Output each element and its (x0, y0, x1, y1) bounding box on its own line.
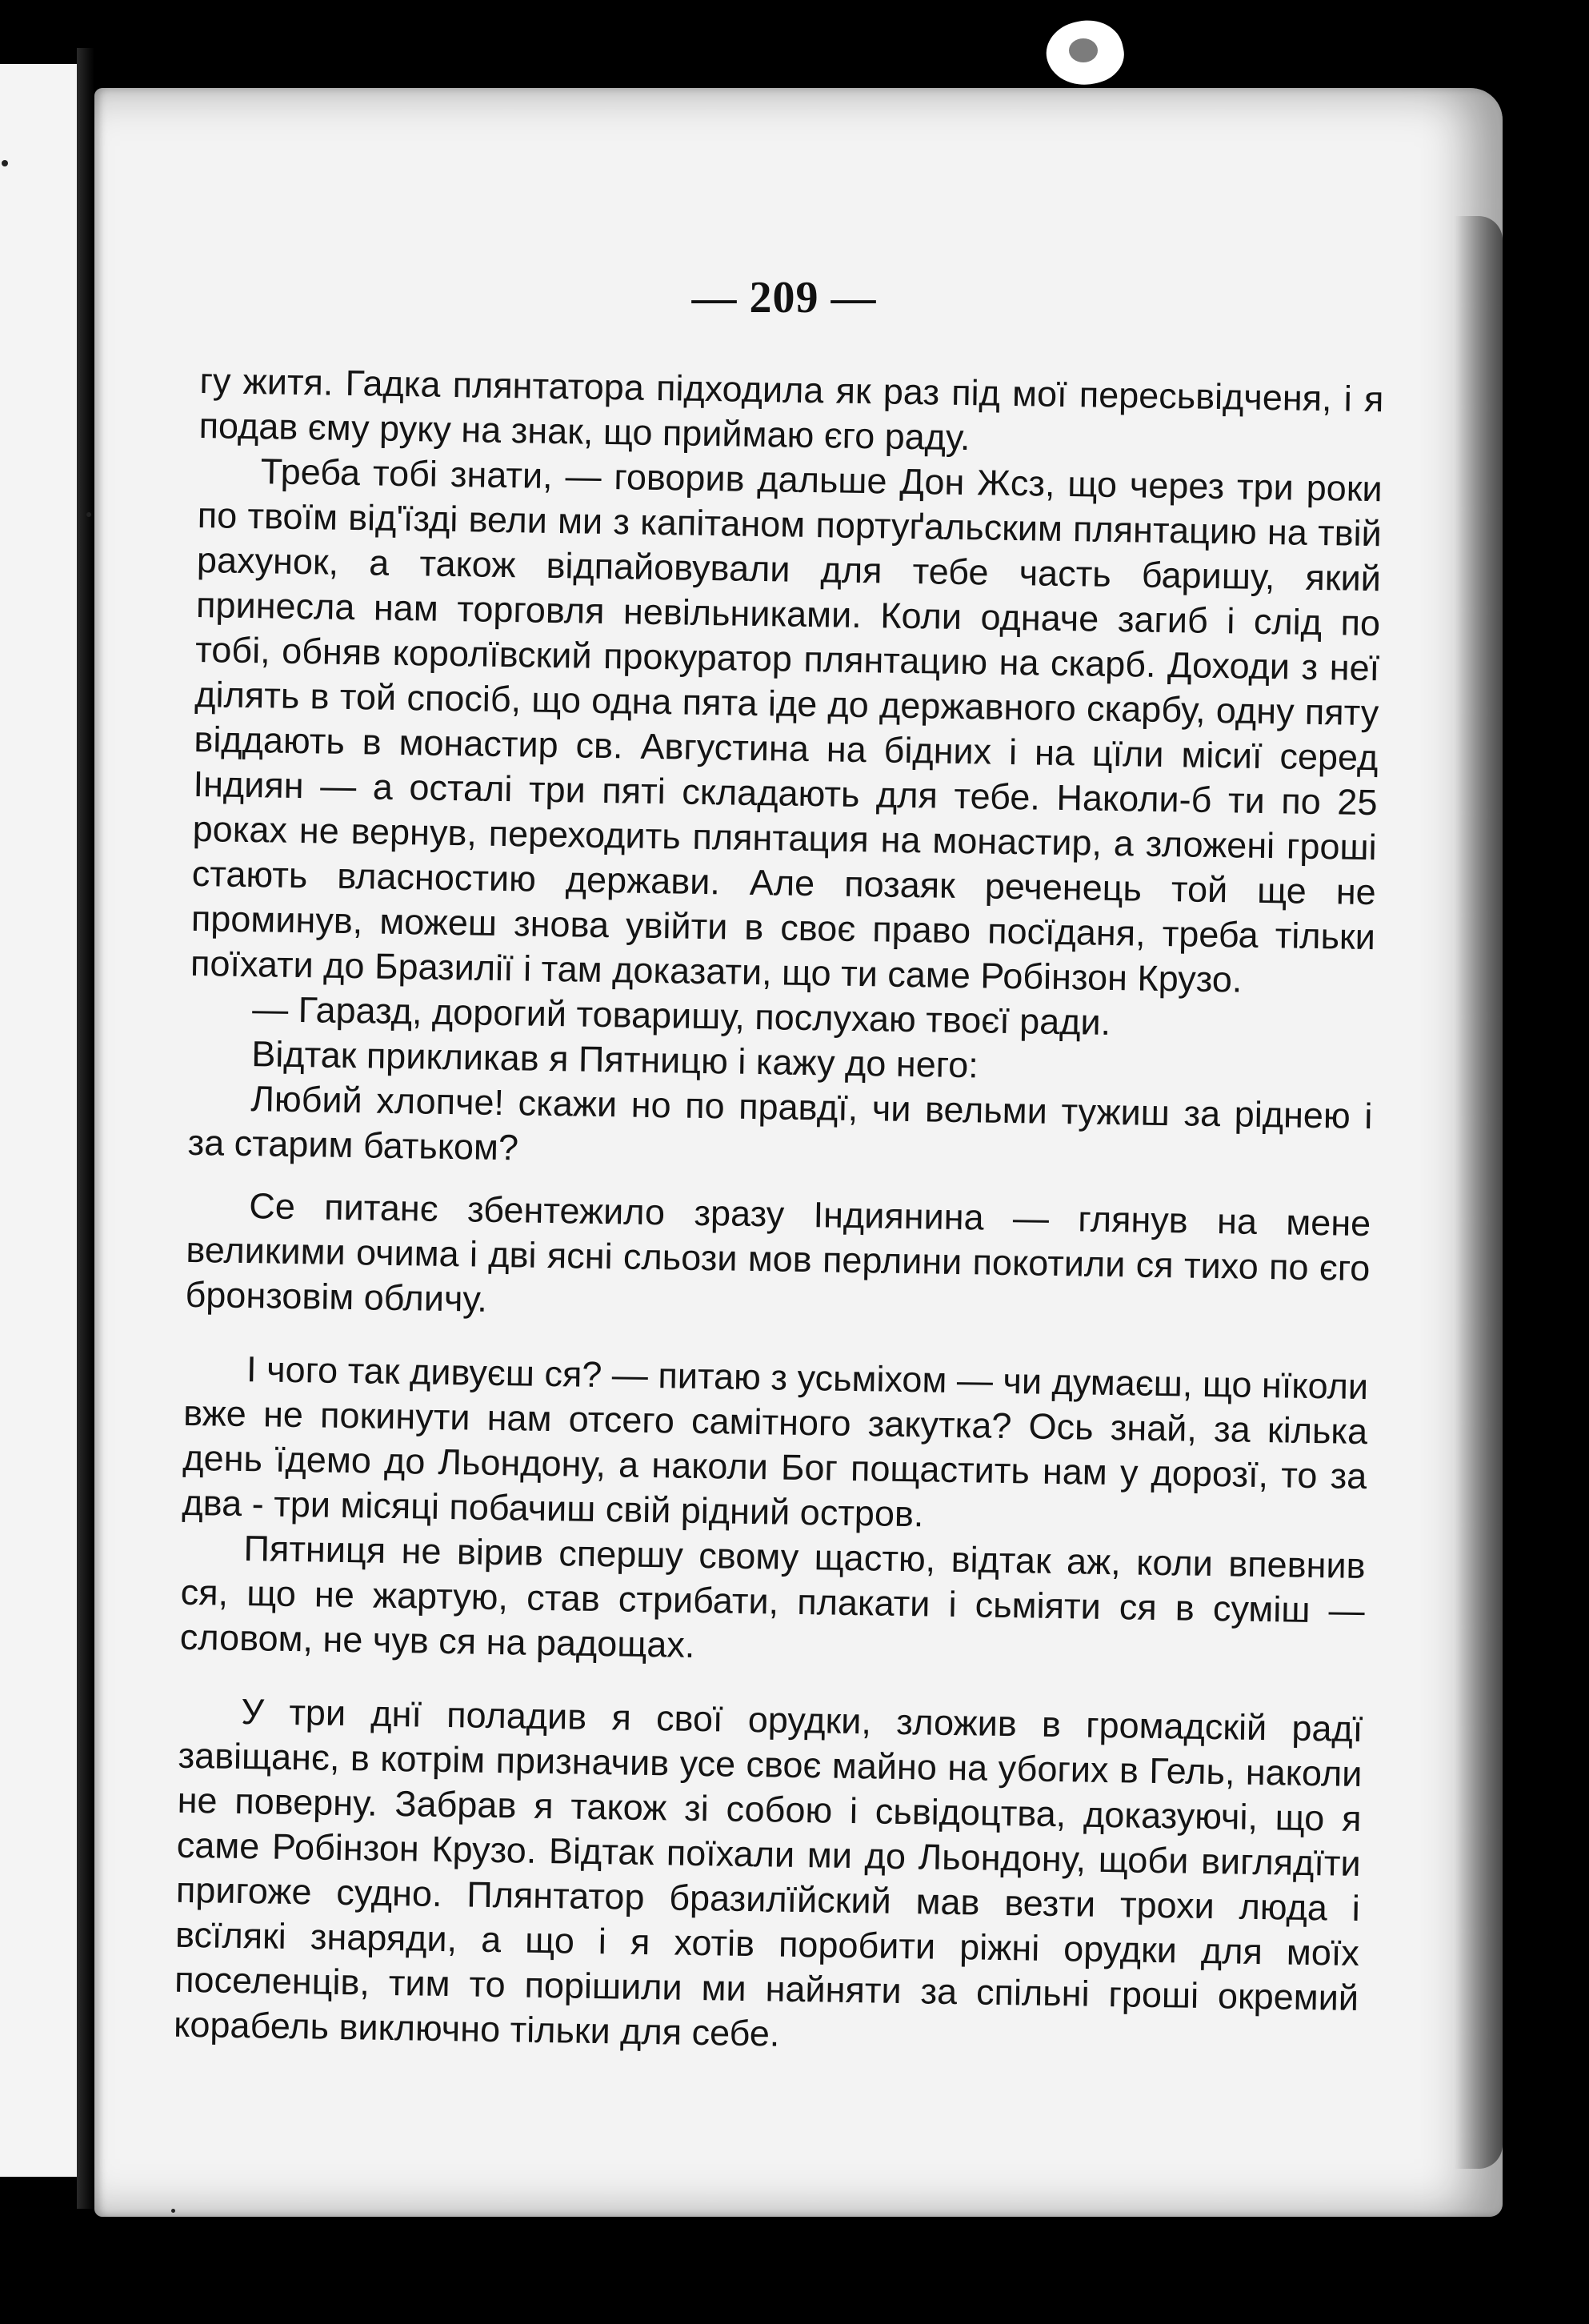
page-edge-shadow (1455, 216, 1503, 2169)
paragraph: Любий хлопче! скажи но по правдї, чи вельми тужиш за ріднею і за старим батьком? (187, 1078, 1373, 1168)
paragraph: — Гаразд, дорогий товаришу, послухаю твоєї ради. (251, 988, 1111, 1043)
body-text (174, 359, 1384, 2066)
page-number: — 209 — (691, 273, 877, 323)
paragraph: Се питанє збентежило зразу Індиянина — глянув на мене великими очима і дві ясні сльози мов перлини покотили ся тихо по єго бронзовім обличу. (185, 1185, 1371, 1320)
blot-ink-spot (1069, 38, 1098, 62)
book-gutter-shadow (77, 48, 94, 2209)
previous-page-edge (0, 64, 82, 2177)
paragraph: І чого так дивуєш ся? — питаю з усьміхом — чи думаєш, що нїколи вже не покинути нам отсего самітного закутка? Ось знай, за кілька день їдемо до Льондону, а наколи Бог пощастить нам у дорозї, то за два - три місяці побачиш свій рідний остров. (182, 1348, 1369, 1535)
paragraph: Пятниця не вірив спершу свому щастю, відтак аж, коли впевнив ся, що не жартую, став стрибати, плакати і сьміяти ся в суміш — словом, не чув ся на радощах. (179, 1528, 1366, 1665)
paragraph: Треба тобі знати, — говорив дальше Дон Жсз, що через три роки по твоїм від'їзді вели ми з капітаном портуґальским плянтацию на твій рахунок, а також відпайовували для тебе часть баришу, який принесла нам торговля невільниками. Коли одначе загиб і слід по тобі, обняв королївский прокуратор плянтацию на скарб. Доходи з неї ділять в той спосіб, що одна пята іде до державного скарбу, одну пяту віддають в монастир св. Августина на бідних і на цїли місиї серед Індиян — а осталі три пяті складають для тебе. Наколи-б ти по 25 роках не вернув, переходить плянтация на монастир, а зложені гроші стають власностию держави. Але позаяк реченець той ще не проминув, можеш знова увійти в своє право посїданя, треба тільки поїхати до Бразилії і там доказати, що ти саме Робінзон Крузо. (190, 451, 1383, 1000)
paragraph: У три днї поладив я свої орудки, зложив в громадскій радї завіщанє, в котрім призначив усе своє майно на убогих в Гель, наколи не поверну. Забрав я також зі собою і сьвідоцтва, доказуючі, що я саме Робінзон Крузо. Відтак поїхали ми до Льондону, щоби виглядїти пригоже судно. Плянтатор бразилїйский мав везти трохи люда і всїлякі знаряди, а що і я хотів поробити ріжні орудки для моїх поселенців, тим то порішили ми найняти за спільні гроші окремий корабель виключно тільки для себе. (173, 1691, 1363, 2054)
paragraph: Відтак прикликав я Пятницю і кажу до него: (250, 1033, 979, 1086)
paragraph: гу житя. Гадка плянтатора підходила як раз під мої пересьвідченя, і я подав єму руку на знак, що приймаю єго раду. (198, 359, 1384, 459)
